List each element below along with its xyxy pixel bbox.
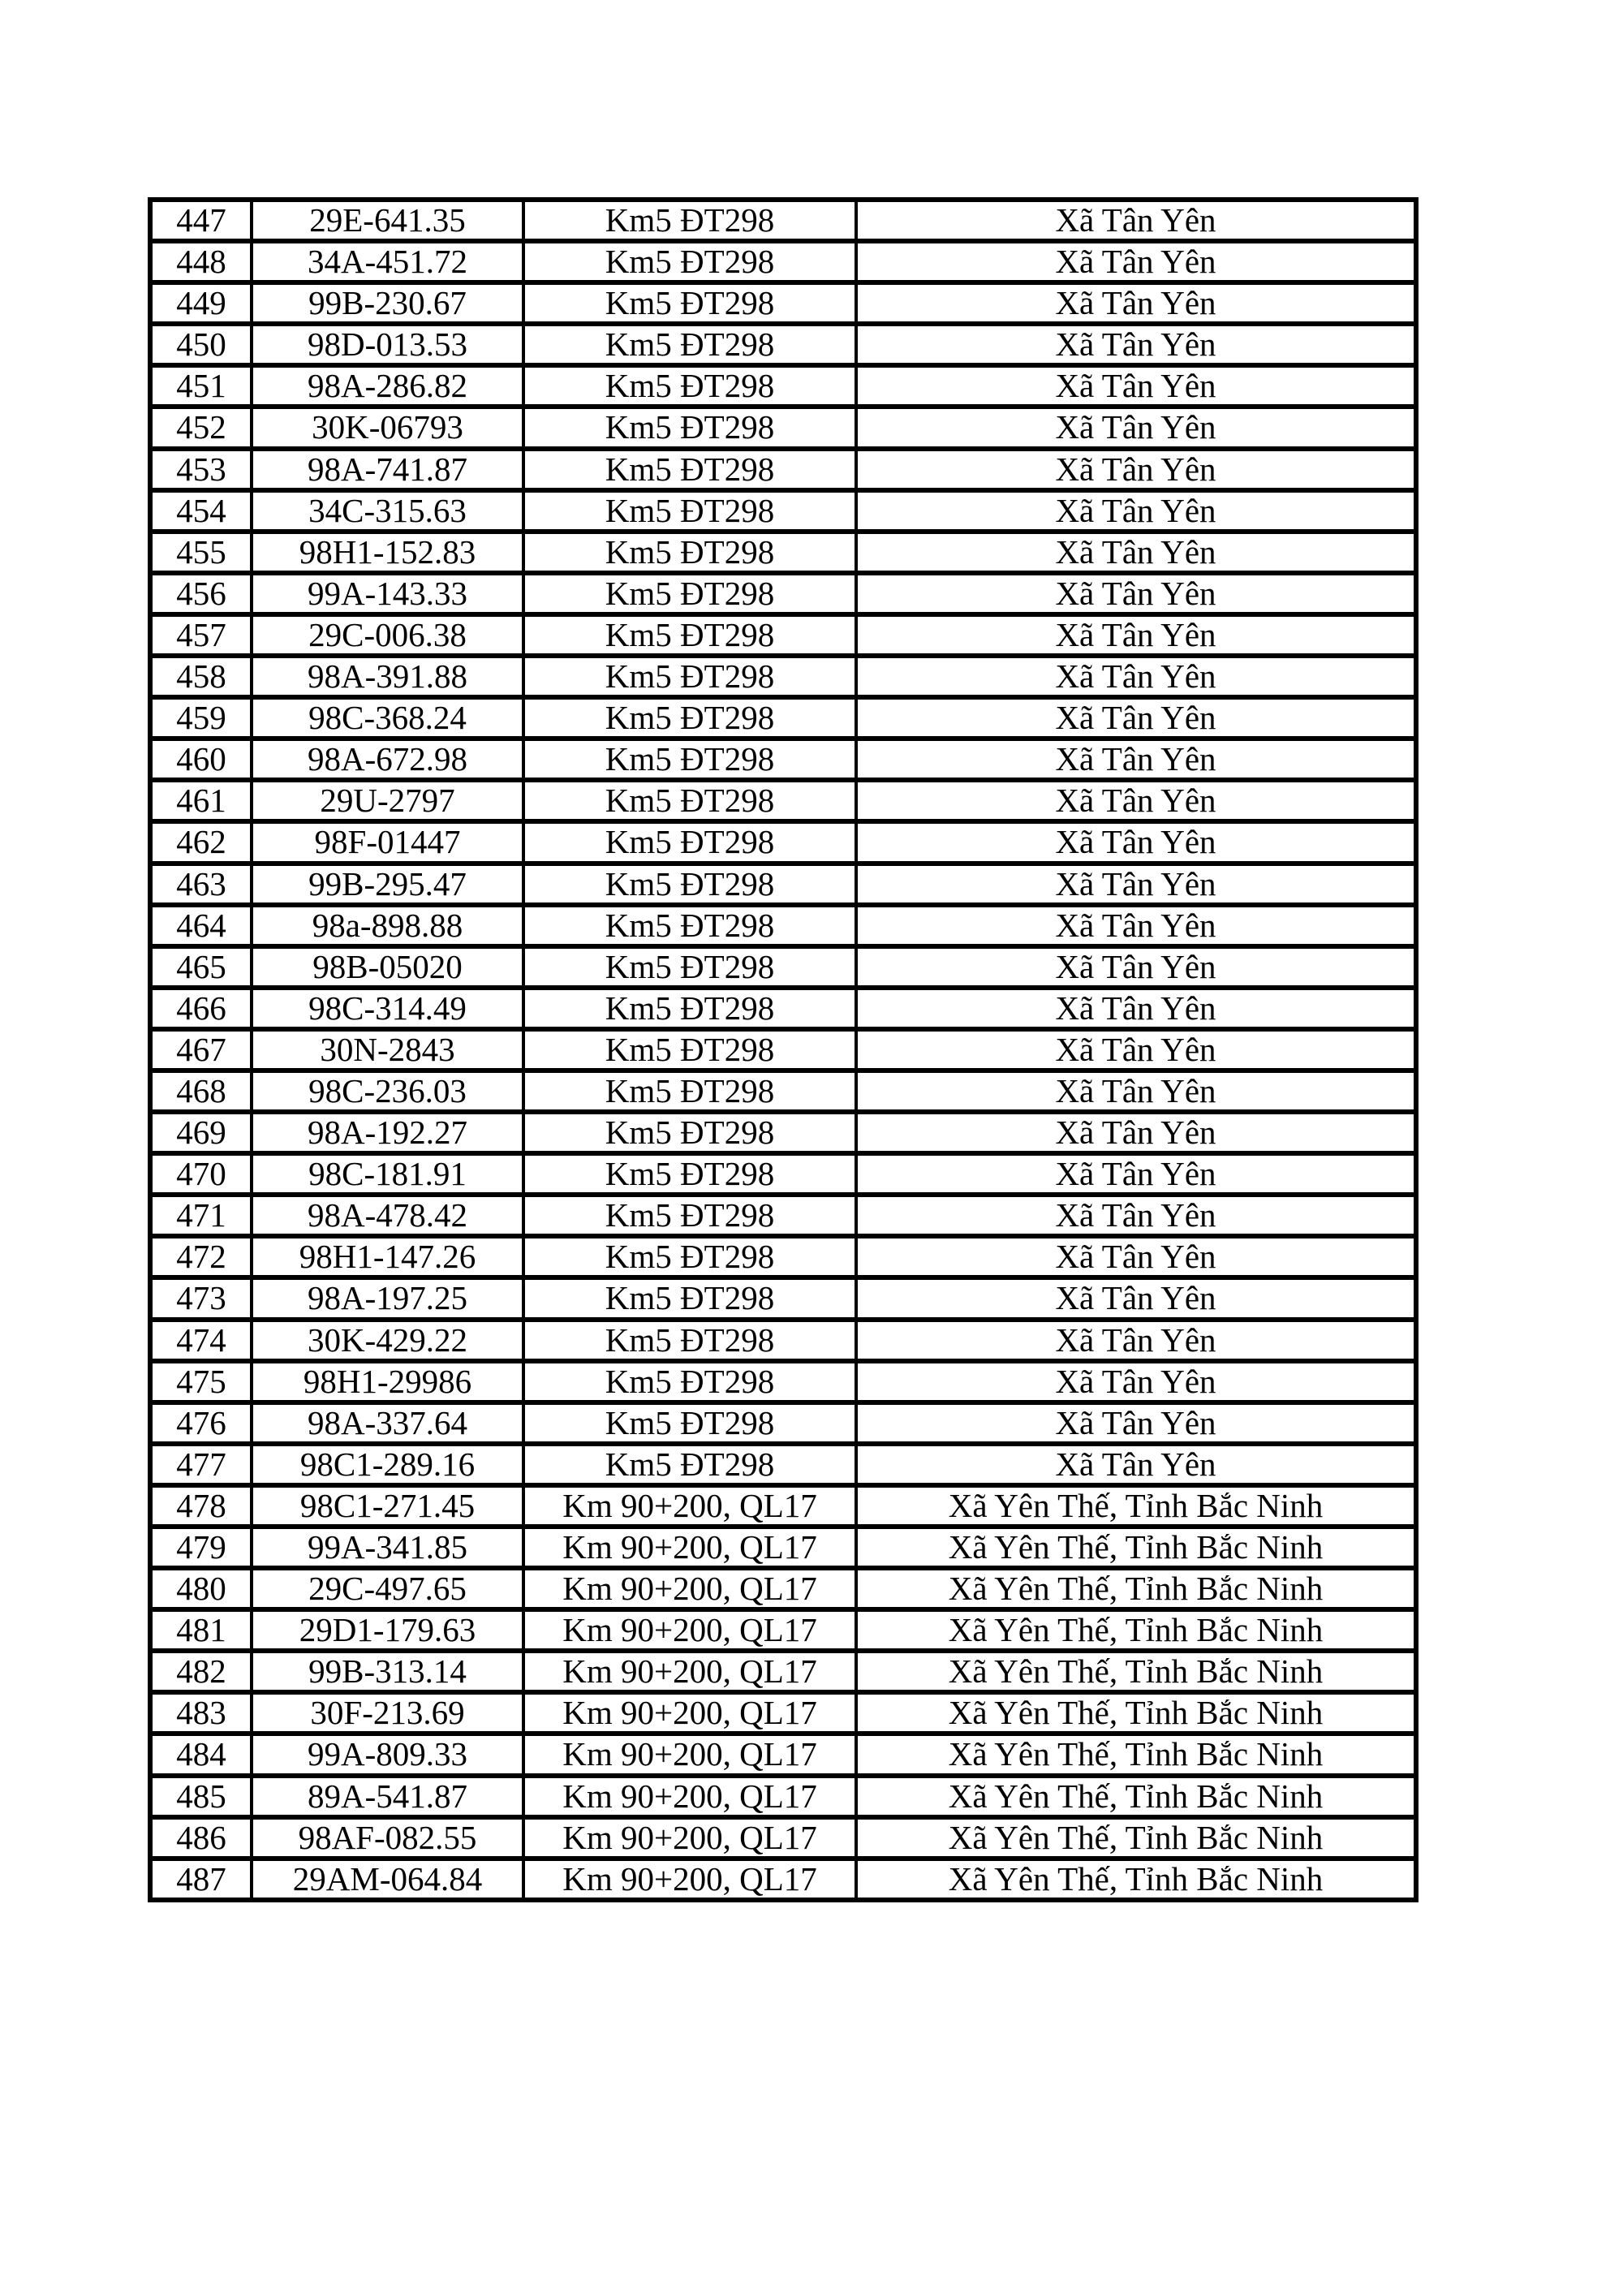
row-number-cell: 483 [150,1692,252,1734]
plate-cell: 89A-541.87 [252,1776,523,1817]
location-cell: Km5 ĐT298 [523,532,856,573]
plate-cell: 98H1-147.26 [252,1236,523,1277]
location-cell: Km5 ĐT298 [523,1112,856,1153]
place-cell: Xã Yên Thế, Tỉnh Bắc Ninh [856,1817,1416,1859]
location-cell: Km5 ĐT298 [523,946,856,988]
location-cell: Km5 ĐT298 [523,864,856,905]
location-cell: Km5 ĐT298 [523,1361,856,1402]
row-number-cell: 482 [150,1651,252,1692]
table-row [150,1776,1416,1817]
table-row [150,1568,1416,1609]
place-cell: Xã Yên Thế, Tỉnh Bắc Ninh [856,1734,1416,1775]
place-cell: Xã Tân Yên [856,1029,1416,1070]
plate-cell: 98H1-152.83 [252,532,523,573]
table-row [150,739,1416,780]
location-cell: Km5 ĐT298 [523,449,856,490]
location-cell: Km5 ĐT298 [523,1029,856,1070]
table-row [150,282,1416,324]
plate-cell: 98C-314.49 [252,988,523,1029]
place-cell: Xã Tân Yên [856,573,1416,614]
place-cell: Xã Yên Thế, Tỉnh Bắc Ninh [856,1692,1416,1734]
row-number-cell: 467 [150,1029,252,1070]
place-cell: Xã Tân Yên [856,490,1416,532]
row-number-cell: 448 [150,241,252,282]
plate-cell: 29C-006.38 [252,614,523,656]
table-row [150,200,1416,241]
location-cell: Km5 ĐT298 [523,1320,856,1361]
location-cell: Km5 ĐT298 [523,1277,856,1319]
plate-cell: 99B-295.47 [252,864,523,905]
plate-cell: 30K-429.22 [252,1320,523,1361]
place-cell: Xã Tân Yên [856,1112,1416,1153]
place-cell: Xã Tân Yên [856,1195,1416,1236]
plate-cell: 98F-01447 [252,821,523,863]
place-cell: Xã Tân Yên [856,407,1416,448]
place-cell: Xã Yên Thế, Tỉnh Bắc Ninh [856,1527,1416,1568]
row-number-cell: 451 [150,365,252,407]
plate-cell: 34C-315.63 [252,490,523,532]
plate-cell: 98C-368.24 [252,697,523,739]
row-number-cell: 462 [150,821,252,863]
plate-cell: 29D1-179.63 [252,1609,523,1651]
plate-cell: 99A-143.33 [252,573,523,614]
location-cell: Km5 ĐT298 [523,1070,856,1112]
location-cell: Km5 ĐT298 [523,905,856,946]
row-number-cell: 461 [150,780,252,821]
row-number-cell: 455 [150,532,252,573]
table-row [150,1609,1416,1651]
place-cell: Xã Tân Yên [856,1402,1416,1444]
location-cell: Km5 ĐT298 [523,241,856,282]
table-row [150,365,1416,407]
table-row [150,1029,1416,1070]
row-number-cell: 458 [150,656,252,697]
table-row [150,1651,1416,1692]
place-cell: Xã Yên Thế, Tỉnh Bắc Ninh [856,1859,1416,1900]
plate-cell: 30N-2843 [252,1029,523,1070]
location-cell: Km5 ĐT298 [523,490,856,532]
plate-cell: 98A-337.64 [252,1402,523,1444]
table-row [150,656,1416,697]
table-row [150,780,1416,821]
location-cell: Km 90+200, QL17 [523,1817,856,1859]
table-row [150,821,1416,863]
table-row [150,1277,1416,1319]
plate-cell: 30F-213.69 [252,1692,523,1734]
location-cell: Km 90+200, QL17 [523,1609,856,1651]
location-cell: Km5 ĐT298 [523,656,856,697]
place-cell: Xã Tân Yên [856,241,1416,282]
place-cell: Xã Tân Yên [856,365,1416,407]
plate-cell: 29C-497.65 [252,1568,523,1609]
place-cell: Xã Yên Thế, Tỉnh Bắc Ninh [856,1485,1416,1527]
table-row [150,946,1416,988]
location-cell: Km5 ĐT298 [523,1402,856,1444]
location-cell: Km 90+200, QL17 [523,1485,856,1527]
plate-cell: 98A-286.82 [252,365,523,407]
place-cell: Xã Tân Yên [856,905,1416,946]
place-cell: Xã Tân Yên [856,532,1416,573]
row-number-cell: 485 [150,1776,252,1817]
plate-cell: 98A-672.98 [252,739,523,780]
table-row [150,449,1416,490]
place-cell: Xã Tân Yên [856,282,1416,324]
plate-cell: 98C-236.03 [252,1070,523,1112]
table-row [150,490,1416,532]
location-cell: Km5 ĐT298 [523,1195,856,1236]
table-row [150,1070,1416,1112]
row-number-cell: 486 [150,1817,252,1859]
plate-cell: 98A-391.88 [252,656,523,697]
row-number-cell: 450 [150,324,252,365]
place-cell: Xã Tân Yên [856,946,1416,988]
location-cell: Km5 ĐT298 [523,780,856,821]
row-number-cell: 470 [150,1153,252,1195]
location-cell: Km5 ĐT298 [523,365,856,407]
plate-cell: 30K-06793 [252,407,523,448]
place-cell: Xã Tân Yên [856,780,1416,821]
row-number-cell: 447 [150,200,252,241]
row-number-cell: 460 [150,739,252,780]
place-cell: Xã Tân Yên [856,1153,1416,1195]
row-number-cell: 457 [150,614,252,656]
plate-cell: 99B-313.14 [252,1651,523,1692]
place-cell: Xã Yên Thế, Tỉnh Bắc Ninh [856,1568,1416,1609]
location-cell: Km 90+200, QL17 [523,1692,856,1734]
plate-cell: 98C1-271.45 [252,1485,523,1527]
table-row [150,1153,1416,1195]
table-row [150,241,1416,282]
row-number-cell: 463 [150,864,252,905]
place-cell: Xã Tân Yên [856,1444,1416,1485]
table-row [150,697,1416,739]
plate-cell: 29U-2797 [252,780,523,821]
location-cell: Km5 ĐT298 [523,821,856,863]
row-number-cell: 484 [150,1734,252,1775]
table-row [150,864,1416,905]
table-row [150,532,1416,573]
row-number-cell: 453 [150,449,252,490]
row-number-cell: 476 [150,1402,252,1444]
plate-cell: 98C-181.91 [252,1153,523,1195]
place-cell: Xã Tân Yên [856,739,1416,780]
table-row [150,407,1416,448]
row-number-cell: 479 [150,1527,252,1568]
place-cell: Xã Tân Yên [856,1277,1416,1319]
table-row [150,324,1416,365]
table-row [150,614,1416,656]
plate-cell: 98C1-289.16 [252,1444,523,1485]
row-number-cell: 459 [150,697,252,739]
row-number-cell: 465 [150,946,252,988]
place-cell: Xã Tân Yên [856,864,1416,905]
table-row [150,1444,1416,1485]
table-row [150,1692,1416,1734]
place-cell: Xã Tân Yên [856,614,1416,656]
row-number-cell: 454 [150,490,252,532]
location-cell: Km5 ĐT298 [523,200,856,241]
place-cell: Xã Tân Yên [856,697,1416,739]
place-cell: Xã Tân Yên [856,1320,1416,1361]
location-cell: Km5 ĐT298 [523,407,856,448]
row-number-cell: 472 [150,1236,252,1277]
row-number-cell: 469 [150,1112,252,1153]
table-row [150,1485,1416,1527]
place-cell: Xã Yên Thế, Tỉnh Bắc Ninh [856,1609,1416,1651]
location-cell: Km5 ĐT298 [523,614,856,656]
row-number-cell: 477 [150,1444,252,1485]
location-cell: Km 90+200, QL17 [523,1568,856,1609]
row-number-cell: 478 [150,1485,252,1527]
plate-cell: 98AF-082.55 [252,1817,523,1859]
table-row [150,1817,1416,1859]
violation-table [148,197,1419,1902]
place-cell: Xã Tân Yên [856,1361,1416,1402]
row-number-cell: 452 [150,407,252,448]
row-number-cell: 468 [150,1070,252,1112]
table-row [150,1195,1416,1236]
row-number-cell: 449 [150,282,252,324]
table-row [150,573,1416,614]
plate-cell: 98B-05020 [252,946,523,988]
plate-cell: 29E-641.35 [252,200,523,241]
plate-cell: 98A-741.87 [252,449,523,490]
row-number-cell: 464 [150,905,252,946]
plate-cell: 98A-192.27 [252,1112,523,1153]
plate-cell: 98A-197.25 [252,1277,523,1319]
table-row [150,1527,1416,1568]
location-cell: Km5 ĐT298 [523,1444,856,1485]
place-cell: Xã Tân Yên [856,324,1416,365]
table-row [150,905,1416,946]
location-cell: Km5 ĐT298 [523,1153,856,1195]
table-row [150,1236,1416,1277]
location-cell: Km 90+200, QL17 [523,1859,856,1900]
row-number-cell: 473 [150,1277,252,1319]
table-row [150,1734,1416,1775]
place-cell: Xã Tân Yên [856,988,1416,1029]
row-number-cell: 474 [150,1320,252,1361]
row-number-cell: 475 [150,1361,252,1402]
row-number-cell: 480 [150,1568,252,1609]
location-cell: Km 90+200, QL17 [523,1651,856,1692]
row-number-cell: 471 [150,1195,252,1236]
place-cell: Xã Tân Yên [856,1070,1416,1112]
place-cell: Xã Tân Yên [856,656,1416,697]
place-cell: Xã Tân Yên [856,1236,1416,1277]
table-row [150,1859,1416,1900]
place-cell: Xã Yên Thế, Tỉnh Bắc Ninh [856,1776,1416,1817]
location-cell: Km5 ĐT298 [523,739,856,780]
row-number-cell: 466 [150,988,252,1029]
place-cell: Xã Tân Yên [856,449,1416,490]
table-row [150,1112,1416,1153]
location-cell: Km 90+200, QL17 [523,1527,856,1568]
plate-cell: 98H1-29986 [252,1361,523,1402]
location-cell: Km 90+200, QL17 [523,1734,856,1775]
plate-cell: 99A-341.85 [252,1527,523,1568]
location-cell: Km5 ĐT298 [523,1236,856,1277]
plate-cell: 99B-230.67 [252,282,523,324]
plate-cell: 98D-013.53 [252,324,523,365]
location-cell: Km5 ĐT298 [523,697,856,739]
place-cell: Xã Tân Yên [856,200,1416,241]
table-row [150,1402,1416,1444]
location-cell: Km5 ĐT298 [523,573,856,614]
plate-cell: 34A-451.72 [252,241,523,282]
place-cell: Xã Tân Yên [856,821,1416,863]
location-cell: Km5 ĐT298 [523,282,856,324]
violation-table-body [150,200,1416,1900]
row-number-cell: 481 [150,1609,252,1651]
row-number-cell: 456 [150,573,252,614]
plate-cell: 98A-478.42 [252,1195,523,1236]
location-cell: Km5 ĐT298 [523,324,856,365]
plate-cell: 99A-809.33 [252,1734,523,1775]
table-row [150,1320,1416,1361]
location-cell: Km 90+200, QL17 [523,1776,856,1817]
plate-cell: 98a-898.88 [252,905,523,946]
place-cell: Xã Yên Thế, Tỉnh Bắc Ninh [856,1651,1416,1692]
plate-cell: 29AM-064.84 [252,1859,523,1900]
table-row [150,1361,1416,1402]
row-number-cell: 487 [150,1859,252,1900]
table-row [150,988,1416,1029]
location-cell: Km5 ĐT298 [523,988,856,1029]
